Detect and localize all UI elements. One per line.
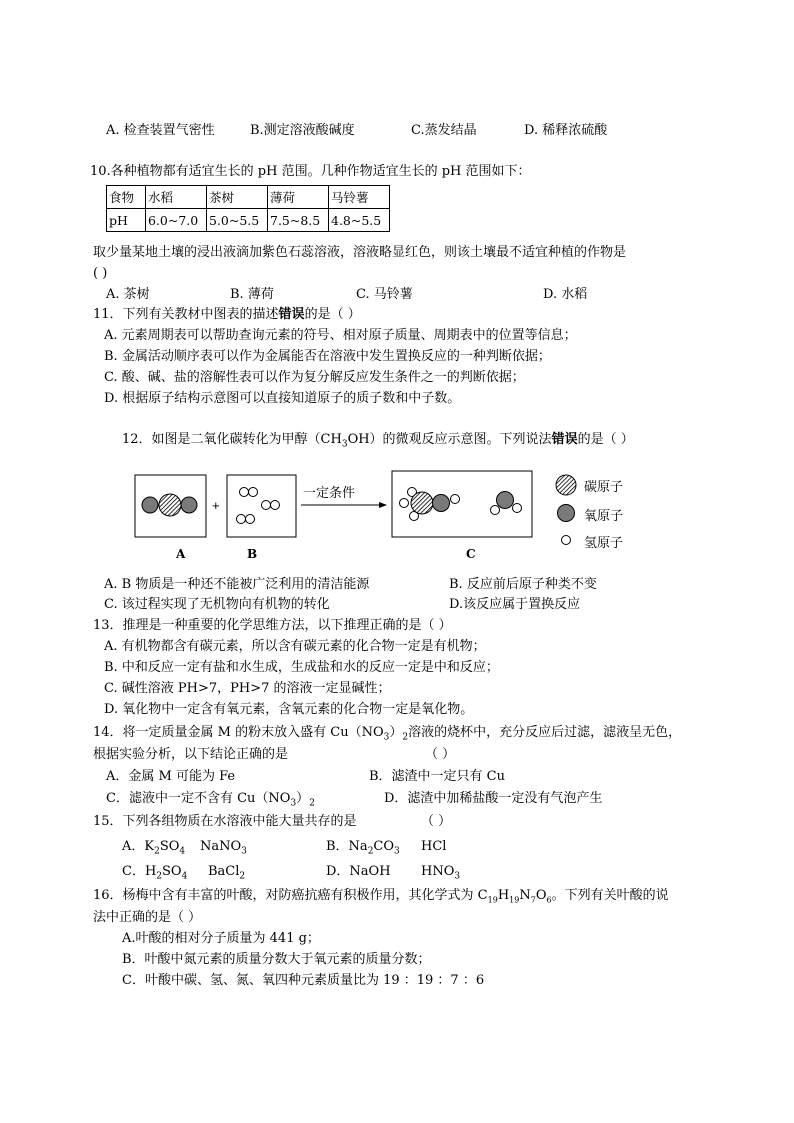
legend-hydrogen-icon xyxy=(562,536,571,545)
q14-paren: （ ） xyxy=(425,747,456,762)
stem-text: 16．杨梅中含有丰富的叶酸，对防癌抗癌有积极作用，其化学式为 C xyxy=(93,888,488,903)
subscript: 3 xyxy=(341,439,348,450)
emphasis-text: 错误 xyxy=(278,307,305,322)
table-cell: 7.5~8.5 xyxy=(268,209,329,232)
label-b: B xyxy=(247,547,258,561)
q10-option-a: A. 茶树 xyxy=(106,287,150,302)
option-text: NaNO xyxy=(200,839,242,854)
subscript: 2 xyxy=(156,871,163,882)
q16-option-b: B．叶酸中氮元素的质量分数大于氧元素的质量分数； xyxy=(122,952,431,967)
q12-option-c: C. 该过程实现了无机物向有机物的转化 xyxy=(104,597,330,612)
stem-text: 14．将一定质量金属 M 的粉末放入盛有 Cu（NO xyxy=(93,725,384,740)
option-text: C．H xyxy=(122,864,157,879)
subscript: 4 xyxy=(181,871,188,882)
q13-option-b: B. 中和反应一定有盐和水生成，生成盐和水的反应一定是中和反应； xyxy=(104,660,499,675)
carbon-atom xyxy=(411,492,433,514)
stem-text: 溶液的烧杯中，充分反应后过滤，滤液呈无色， xyxy=(408,725,682,740)
q10-paren: ( ) xyxy=(93,266,108,281)
subscript: 3 xyxy=(383,732,390,743)
q14-option-b: B．滤渣中一定只有 Cu xyxy=(369,769,506,784)
table-cell: 马铃薯 xyxy=(329,186,390,209)
q14-stem xyxy=(93,724,681,747)
q13-option-d: D. 氧化物中一定含有氧元素，含氧元素的化合物一定是氧化物。 xyxy=(104,702,474,717)
q15-option-d-second xyxy=(421,863,460,886)
q14-option-d: D．滤渣中加稀盐酸一定没有气泡产生 xyxy=(384,791,603,806)
option-text: SO xyxy=(159,839,180,854)
table-cell: 6.0~7.0 xyxy=(146,209,207,232)
q11-option-d: D. 根据原子结构示意图可以直接知道原子的质子数和中子数。 xyxy=(104,391,461,406)
table-cell: 食物 xyxy=(107,186,146,209)
oxygen-atom xyxy=(181,497,197,513)
q12-option-d: D.该反应属于置换反应 xyxy=(449,597,581,612)
q11-option-c: C. 酸、碱、盐的溶解性表可以作为复分解反应发生条件之一的判断依据； xyxy=(104,370,525,385)
legend-oxygen-label: 氧原子 xyxy=(584,509,624,524)
q13-option-a: A. 有机物都含有碳元素，所以含有碳元素的化合物一定是有机物； xyxy=(104,639,486,654)
subscript: 2 xyxy=(367,846,374,857)
stem-text: H xyxy=(497,888,510,903)
subscript: 4 xyxy=(179,846,186,857)
table-cell: 5.0~5.5 xyxy=(207,209,268,232)
q16-stem xyxy=(93,887,669,910)
q14-line2: 根据实验分析，以下结论正确的是 xyxy=(93,747,289,762)
q10-question: 取少量某地土壤的浸出液滴加紫色石蕊溶液，溶液略显红色，则该土壤最不适宜种植的作物是 xyxy=(93,245,627,260)
option-text: SO xyxy=(162,864,182,879)
hydrogen-atom xyxy=(491,506,500,515)
q9-option-d: D. 稀释浓硫酸 xyxy=(524,123,608,138)
q15-paren: （ ） xyxy=(421,814,452,829)
label-a: A xyxy=(176,547,186,561)
q14-option-a: A．金属 M 可能为 Fe xyxy=(106,769,236,784)
stem-text: 12．如图是二氧化碳转化为甲醇（CH xyxy=(122,432,342,447)
oxygen-atom xyxy=(497,492,514,509)
q15-option-d: D．NaOH xyxy=(326,864,391,879)
subscript: 2 xyxy=(309,798,315,809)
legend-oxygen-icon xyxy=(558,505,575,522)
q16-option-a: A.叶酸的相对分子质量为 441 g； xyxy=(122,931,320,946)
legend-carbon-icon xyxy=(556,475,576,495)
subscript: 7 xyxy=(530,895,536,905)
q15-option-b-second: HCl xyxy=(421,839,447,854)
table-cell: 水稻 xyxy=(146,186,207,209)
subscript: 2 xyxy=(239,871,246,882)
option-text: C．滤液中一定不含有 Cu（NO xyxy=(106,791,291,806)
label-c: C xyxy=(466,547,476,561)
carbon-atom xyxy=(159,494,181,516)
subscript: 3 xyxy=(241,846,247,857)
legend-carbon-label: 碳原子 xyxy=(584,480,624,495)
q10-option-b: B. 薄荷 xyxy=(230,287,274,302)
q11-option-b: B. 金属活动顺序表可以作为金属能否在溶液中发生置换反应的一种判断依据； xyxy=(104,349,551,364)
arrow-label: 一定条件 xyxy=(303,486,356,501)
option-text: B．Na xyxy=(326,839,368,854)
q10-option-d: D. 水稻 xyxy=(543,287,588,302)
subscript: 3 xyxy=(394,846,400,857)
table-cell: pH xyxy=(107,209,146,232)
hydrogen-atom xyxy=(262,501,271,510)
stem-text: ） xyxy=(389,725,403,740)
subscript: 2 xyxy=(154,846,160,857)
q9-option-a: A. 检查装置气密性 xyxy=(106,123,215,138)
table-cell: 4.8~5.5 xyxy=(329,209,390,232)
plus-sign: + xyxy=(212,498,220,513)
q15-option-c-second xyxy=(208,863,245,886)
table-cell: 薄荷 xyxy=(268,186,329,209)
subscript: 6 xyxy=(546,895,552,905)
stem-text: 11．下列有关教材中图表的描述 xyxy=(93,307,279,322)
q12-option-b: B. 反应前后原子种类不变 xyxy=(449,577,597,592)
hydrogen-atom xyxy=(271,501,280,510)
stem-text: 。下列有关叶酸的说 xyxy=(551,888,669,903)
oxygen-atom xyxy=(433,495,450,512)
stem-text: N xyxy=(519,888,531,903)
q15-stem: 15．下列各组物质在水溶液中能大量共存的是 xyxy=(93,814,357,829)
subscript: 3 xyxy=(454,871,461,882)
stem-text: 的是（ ） xyxy=(304,307,361,322)
hydrogen-atom xyxy=(237,515,246,524)
stem-text: OH）的微观反应示意图。下列说法 xyxy=(347,432,552,447)
hydrogen-atom xyxy=(246,515,255,524)
q10-stem: 10.各种植物都有适宜生长的 pH 范围。几种作物适宜生长的 pH 范围如下： xyxy=(90,164,531,179)
option-text: A．K xyxy=(122,839,155,854)
hydrogen-atom xyxy=(249,488,258,497)
subscript: 19 xyxy=(509,895,520,905)
q15-option-c xyxy=(122,863,187,886)
subscript: 19 xyxy=(487,895,498,905)
stem-text: 的是（ ） xyxy=(577,432,634,447)
q11-option-a: A. 元素周期表可以帮助查询元素的符号、相对原子质量、周期表中的位置等信息； xyxy=(104,328,577,343)
option-text: HNO xyxy=(421,864,455,879)
arrow-head-icon xyxy=(379,502,387,508)
q12-option-a: A. B 物质是一种还不能被广泛利用的清洁能源 xyxy=(104,577,370,592)
legend-hydrogen-label: 氢原子 xyxy=(584,536,624,551)
table-cell: 茶树 xyxy=(207,186,268,209)
q15-option-b xyxy=(326,838,400,861)
subscript: 2 xyxy=(402,732,409,743)
q16-line2: 法中正确的是（ ） xyxy=(93,910,202,925)
q9-option-c: C.蒸发结晶 xyxy=(411,123,477,138)
option-text: BaCl xyxy=(208,864,240,879)
option-text: ） xyxy=(296,791,310,806)
option-text: CO xyxy=(373,839,395,854)
emphasis-text: 错误 xyxy=(551,432,578,447)
q15-option-a-second xyxy=(200,838,247,861)
hydrogen-atom xyxy=(240,488,249,497)
subscript: 3 xyxy=(290,798,297,809)
q10-option-c: C. 马铃薯 xyxy=(356,287,413,302)
q16-option-c: C．叶酸中碳、氢、氮、氧四种元素质量比为 19 ：19 ：7 ：6 xyxy=(122,973,485,988)
hydrogen-atom xyxy=(513,504,522,513)
hydrogen-atom xyxy=(451,495,460,504)
q9-option-b: B.测定溶液酸碱度 xyxy=(250,123,355,138)
oxygen-atom xyxy=(142,497,158,513)
q15-option-a xyxy=(122,838,185,861)
stem-text: O xyxy=(535,888,547,903)
q13-option-c: C. 碱性溶液 PH>7，PH>7 的溶液一定显碱性； xyxy=(104,681,391,696)
hydrogen-atom xyxy=(400,499,409,508)
q13-stem: 13．推理是一种重要的化学思维方法，以下推理正确的是（ ） xyxy=(93,618,452,633)
q14-option-c xyxy=(106,790,315,813)
